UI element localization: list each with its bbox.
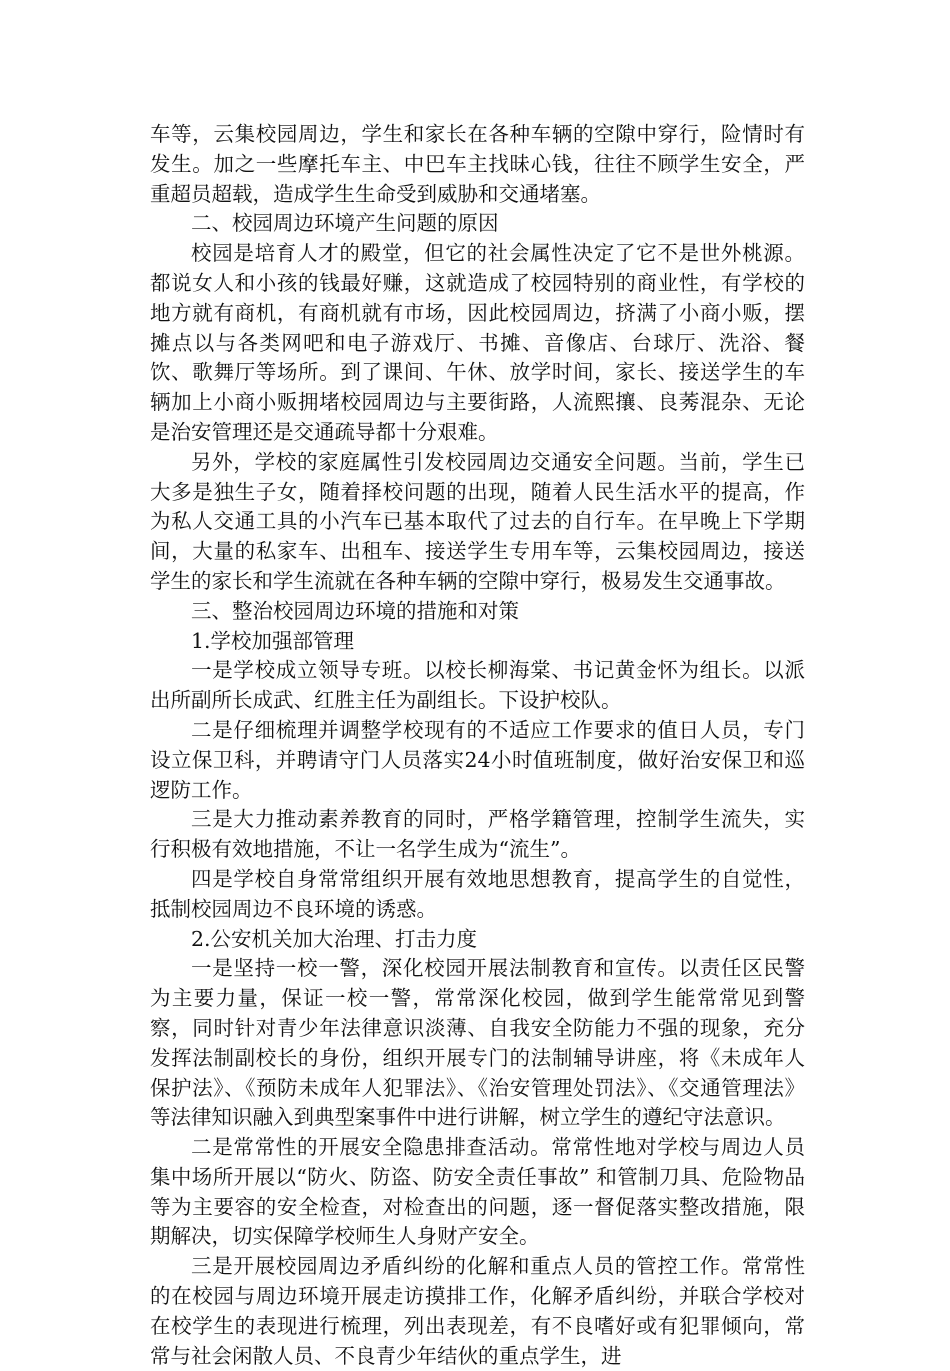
paragraph: 二是仔细梳理并调整学校现有的不适应工作要求的值日人员，专门设立保卫科，并聘请守门人员落实24小时值班制度，做好治安保卫和巡逻防工作。 [150,717,805,802]
section-heading-3: 三、整治校园周边环境的措施和对策 [191,598,519,623]
section-heading-2: 二、校园周边环境产生问题的原因 [191,211,499,236]
subsection-heading-1: 1.学校加强部管理 [191,628,355,653]
document-body [150,120,805,1371]
paragraph: 校园是培育人才的殿堂，但它的社会属性决定了它不是世外桃源。都说女人和小孩的钱最好赚，这就造成了校园特别的商业性，有学校的地方就有商机，有商机就有市场，因此校园周边，挤满了小商小贩，摆摊点以与各类网吧和电子游戏厅、书摊、音像店、台球厅、洗浴、餐饮、歌舞厅等场所。到了课间、午休、放学时间，家长、接送学生的车辆加上小商小贩拥堵校园周边与主要街路，人流熙攘、良莠混杂、无论是治安管理还是交通疏导都十分艰难。 [150,241,805,444]
paragraph: 一是学校成立领导专班。以校长柳海棠、书记黄金怀为组长。以派出所副所长成武、红胜主任为副组长。下设护校队。 [150,658,805,713]
paragraph: 二是常常性的开展安全隐患排查活动。常常性地对学校与周边人员集中场所开展以“防火、防盗、防安全责任事故” 和管制刀具、危险物品等为主要容的安全检查，对检查出的问题，逐一督促落实整改措施，限期解决，切实保障学校师生人身财产安全。 [150,1135,805,1249]
paragraph: 一是坚持一校一警，深化校园开展法制教育和宣传。以责任区民警为主要力量，保证一校一警，常常深化校园，做到学生能常常见到警察，同时针对青少年法律意识淡薄、自我安全防能力不强的现象，充分发挥法制副校长的身份，组织开展专门的法制辅导讲座，将《未成年人保护法》、《预防未成年人犯罪法》、《治安管理处罚法》、《交通管理法》等法律知识融入到典型案事件中进行讲解，树立学生的遵纪守法意识。 [150,956,805,1130]
paragraph: 另外，学校的家庭属性引发校园周边交通安全问题。当前，学生已大多是独生子女，随着择校问题的出现，随着人民生活水平的提高，作为私人交通工具的小汽车已基本取代了过去的自行车。在早晚上下学期间，大量的私家车、出租车、接送学生专用车等，云集校园周边，接送学生的家长和学生流就在各种车辆的空隙中穿行，极易发生交通事故。 [150,449,805,593]
paragraph: 三是开展校园周边矛盾纠纷的化解和重点人员的管控工作。常常性的在校园与周边环境开展走访摸排工作，化解矛盾纠纷，并联合学校对在校学生的表现进行梳理，列出表现差，有不良嗜好或有犯罪倾向，常常与社会闲散人员、不良青少年结伙的重点学生，进 [150,1254,805,1368]
paragraph-continuation: 车等，云集校园周边，学生和家长在各种车辆的空隙中穿行，险情时有发生。加之一些摩托车主、中巴车主找昧心钱，往往不顾学生安全，严重超员超载，造成学生生命受到威胁和交通堵塞。 [150,122,805,206]
paragraph: 四是学校自身常常组织开展有效地思想教育，提高学生的自觉性，抵制校园周边不良环境的诱惑。 [150,866,805,921]
paragraph: 三是大力推动素养教育的同时，严格学籍管理，控制学生流失，实行积极有效地措施，不让一名学生成为“流生”。 [150,807,805,862]
subsection-heading-2: 2.公安机关加大治理、打击力度 [191,926,478,951]
